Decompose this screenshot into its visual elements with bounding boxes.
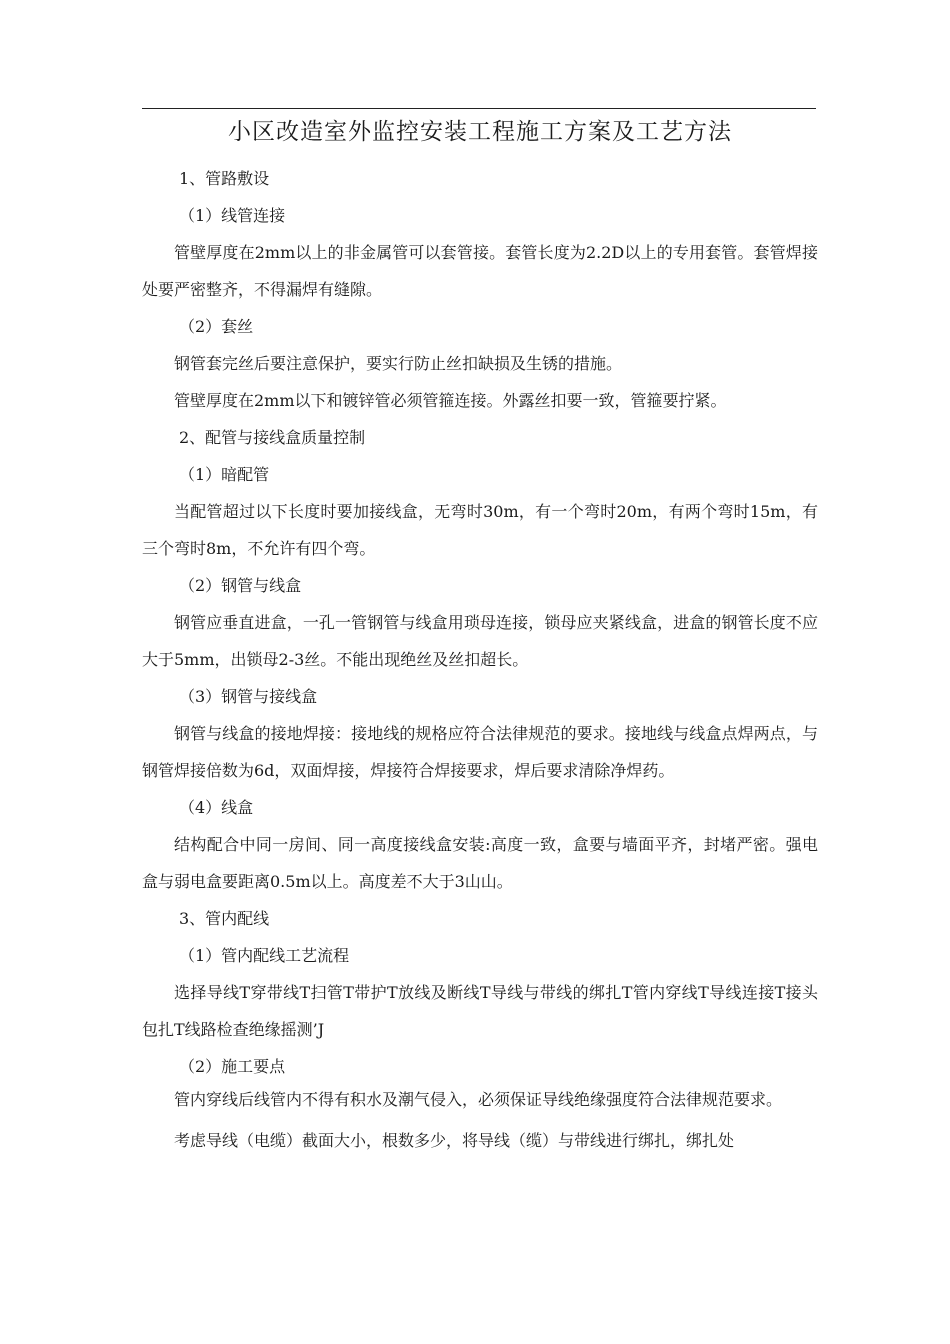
subsection-heading: （4）线盒 (179, 798, 254, 817)
paragraph: 钢管套完丝后要注意保护，要实行防止丝扣缺损及生锈的措施。 (174, 354, 623, 373)
paragraph: 选择导线T穿带线T扫管T带护T放线及断线T导线与带线的绑扎T管内穿线T导线连接T接头包扎T线路检查绝缘摇测’J (142, 983, 818, 1039)
paragraph: 考虑导线（电缆）截面大小，根数多少，将导线（缆）与带线进行绑扎，绑扎处 (174, 1131, 735, 1150)
paragraph: 管内穿线后线管内不得有积水及潮气侵入，必须保证导线绝缘强度符合法律规范要求。 (174, 1090, 783, 1109)
section-heading: 3、管内配线 (179, 909, 270, 928)
subsection-heading: （2）钢管与线盒 (179, 576, 302, 595)
subsection-heading: （2）施工要点 (179, 1057, 286, 1076)
header-rule (142, 108, 816, 109)
subsection-heading: （1）线管连接 (179, 206, 286, 225)
paragraph: 钢管应垂直进盒，一孔一管钢管与线盒用琐母连接，锁母应夹紧线盒，进盒的钢管长度不应大于5mm，出锁母2-3丝。不能出现绝丝及丝扣超长。 (142, 613, 818, 669)
paragraph: 当配管超过以下长度时要加接线盒，无弯时30m，有一个弯时20m，有两个弯时15m，有三个弯时8m，不允许有四个弯。 (142, 502, 818, 558)
section-heading: 2、配管与接线盒质量控制 (179, 428, 366, 447)
document-body (142, 160, 818, 1159)
paragraph: 管壁厚度在2mm以上的非金属管可以套管接。套管长度为2.2D以上的专用套管。套管焊接处要严密整齐，不得漏焊有缝隙。 (142, 243, 818, 299)
subsection-heading: （1）管内配线工艺流程 (179, 946, 350, 965)
paragraph: 管壁厚度在2mm以下和镀锌管必须管箍连接。外露丝扣要一致，管箍要拧紧。 (174, 391, 727, 410)
paragraph: 结构配合中同一房间、同一高度接线盒安装:高度一致，盒要与墙面平齐，封堵严密。强电盒与弱电盒要距离0.5m以上。高度差不大于3山山。 (142, 835, 818, 891)
subsection-heading: （2）套丝 (179, 317, 254, 336)
document-title: 小区改造室外监控安装工程施工方案及工艺方法 (228, 119, 732, 145)
subsection-heading: （3）钢管与接线盒 (179, 687, 318, 706)
paragraph: 钢管与线盒的接地焊接：接地线的规格应符合法律规范的要求。接地线与线盒点焊两点，与钢管焊接倍数为6d，双面焊接，焊接符合焊接要求，焊后要求清除净焊药。 (142, 724, 818, 780)
section-heading: 1、管路敷设 (179, 169, 270, 188)
subsection-heading: （1）暗配管 (179, 465, 270, 484)
